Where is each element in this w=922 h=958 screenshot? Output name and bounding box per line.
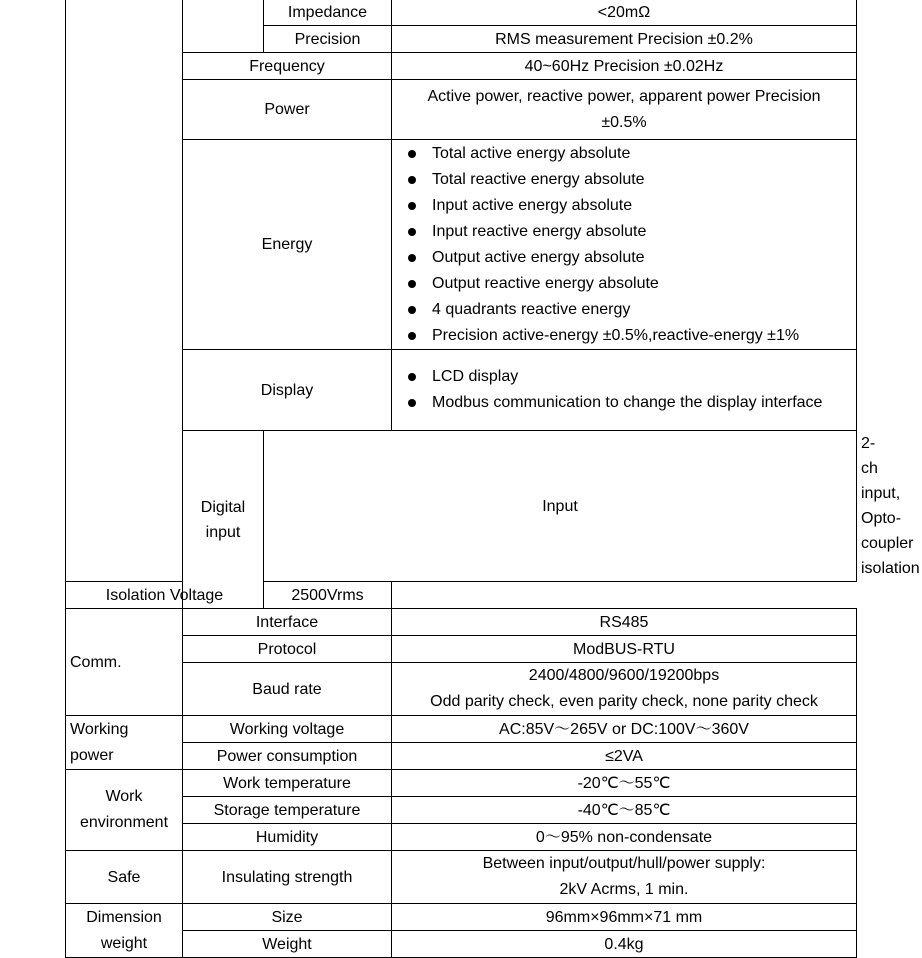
list-item — [396, 141, 852, 167]
list-item — [396, 219, 852, 245]
work-environment-line2: environment — [79, 814, 169, 831]
table-row — [66, 636, 857, 663]
list-item-text: Modbus communication to change the display interface — [432, 394, 823, 411]
working-power-line2: power — [70, 746, 114, 764]
storage-temperature-label: Storage temperature — [183, 797, 392, 824]
working-voltage-label: Working voltage — [183, 716, 392, 743]
bullet-icon — [408, 280, 416, 288]
size-value: 96mm×96mm×71 mm — [392, 904, 857, 931]
bullet-icon — [408, 228, 416, 236]
baud-rate-value — [392, 663, 857, 716]
insulating-strength-label: Insulating strength — [183, 851, 392, 904]
table-row — [66, 797, 857, 824]
working-power-group — [66, 716, 183, 770]
table-row — [66, 824, 857, 851]
dimension-weight-group — [66, 904, 183, 958]
working-voltage-value: AC:85V～265V or DC:100V～360V — [392, 716, 857, 743]
bullet-icon — [408, 176, 416, 184]
interface-label: Interface — [183, 609, 392, 636]
list-item-text: 4 quadrants reactive energy — [432, 300, 631, 318]
work-temperature-value: -20℃～55℃ — [392, 770, 857, 797]
list-item — [396, 297, 852, 323]
frequency-value: 40~60Hz Precision ±0.02Hz — [392, 53, 857, 80]
frequency-label: Frequency — [183, 53, 392, 80]
bullet-icon — [408, 332, 416, 340]
weight-value: 0.4kg — [392, 931, 857, 958]
baud-rate-line1: 2400/4800/9600/19200bps — [528, 667, 720, 684]
comm-group: Comm. — [66, 609, 183, 716]
table-row — [66, 743, 857, 770]
protocol-value: ModBUS-RTU — [392, 636, 857, 663]
power-consumption-label: Power consumption — [183, 743, 392, 770]
table-row — [66, 0, 857, 26]
list-item — [396, 193, 852, 219]
humidity-value: 0～95% non-condensate — [392, 824, 857, 851]
energy-list — [396, 141, 852, 349]
input-label: Input — [264, 431, 857, 582]
work-temperature-label: Work temperature — [183, 770, 392, 797]
list-item — [396, 245, 852, 271]
list-item — [396, 364, 852, 390]
specification-table — [65, 0, 920, 958]
weight-label: Weight — [183, 931, 392, 958]
work-environment-line1: Work — [105, 788, 143, 805]
interface-value: RS485 — [392, 609, 857, 636]
table-row — [66, 851, 857, 904]
dimension-weight-line2: weight — [100, 934, 148, 952]
power-consumption-value: ≤2VA — [392, 743, 857, 770]
isolation-voltage-value: 2500Vrms — [264, 582, 392, 609]
work-environment-group — [66, 770, 183, 851]
dimension-weight-line1: Dimension — [86, 908, 162, 926]
display-value — [392, 350, 857, 431]
table-row — [66, 904, 857, 931]
list-item — [396, 323, 852, 349]
table-row — [66, 716, 857, 743]
list-item-text: Output active energy absolute — [432, 248, 645, 266]
table-row — [66, 663, 857, 716]
list-item-text: LCD display — [432, 368, 519, 385]
precision-value: RMS measurement Precision ±0.2% — [392, 26, 857, 53]
bullet-icon — [408, 399, 416, 407]
energy-label: Energy — [183, 140, 392, 350]
impedance-label: Impedance — [264, 0, 392, 26]
list-item-text: Output reactive energy absolute — [432, 274, 659, 292]
list-item — [396, 271, 852, 297]
precision-label: Precision — [264, 26, 392, 53]
protocol-label: Protocol — [183, 636, 392, 663]
power-label: Power — [183, 80, 392, 140]
power-value — [392, 80, 857, 140]
bullet-icon — [408, 254, 416, 262]
storage-temperature-value: -40℃～85℃ — [392, 797, 857, 824]
table-row — [66, 770, 857, 797]
bullet-icon — [408, 306, 416, 314]
energy-value — [392, 140, 857, 350]
insulating-strength-value — [392, 851, 857, 904]
list-item — [396, 390, 852, 416]
table-row — [66, 350, 857, 431]
insulating-strength-line1: Between input/output/hull/power supply: — [482, 855, 766, 872]
group-cell-blank — [66, 0, 183, 582]
bullet-icon — [408, 150, 416, 158]
bullet-icon — [408, 202, 416, 210]
bullet-icon — [408, 373, 416, 381]
power-value-line2: ±0.5% — [601, 113, 647, 131]
baud-rate-line2: Odd parity check, even parity check, none parity check — [430, 693, 818, 710]
table-row — [66, 931, 857, 958]
impedance-value: <20mΩ — [392, 0, 857, 26]
list-item-text: Precision active-energy ±0.5%,reactive-energy ±1% — [432, 326, 800, 344]
sub-group-cell-blank — [183, 0, 264, 53]
humidity-label: Humidity — [183, 824, 392, 851]
table-row — [66, 80, 857, 140]
working-power-line1: Working — [70, 720, 129, 738]
digital-input-group: Digital input — [183, 431, 264, 609]
table-row — [66, 140, 857, 350]
size-label: Size — [183, 904, 392, 931]
list-item-text: Total reactive energy absolute — [432, 170, 645, 188]
list-item — [396, 167, 852, 193]
power-value-line1: Active power, reactive power, apparent power Precision — [427, 87, 821, 105]
table-row — [66, 53, 857, 80]
list-item-text: Input reactive energy absolute — [432, 222, 647, 240]
insulating-strength-line2: 2kV Acrms, 1 min. — [559, 881, 689, 898]
table-row — [66, 582, 857, 609]
display-label: Display — [183, 350, 392, 431]
list-item-text: Total active energy absolute — [432, 144, 631, 162]
safe-group: Safe — [66, 851, 183, 904]
table-row: Digital input Input 2-ch input, Opto-coupler isolation — [66, 431, 857, 582]
table-row — [66, 609, 857, 636]
baud-rate-label: Baud rate — [183, 663, 392, 716]
display-list — [396, 364, 852, 416]
list-item-text: Input active energy absolute — [432, 196, 633, 214]
isolation-voltage-label: Isolation Voltage — [66, 582, 264, 609]
